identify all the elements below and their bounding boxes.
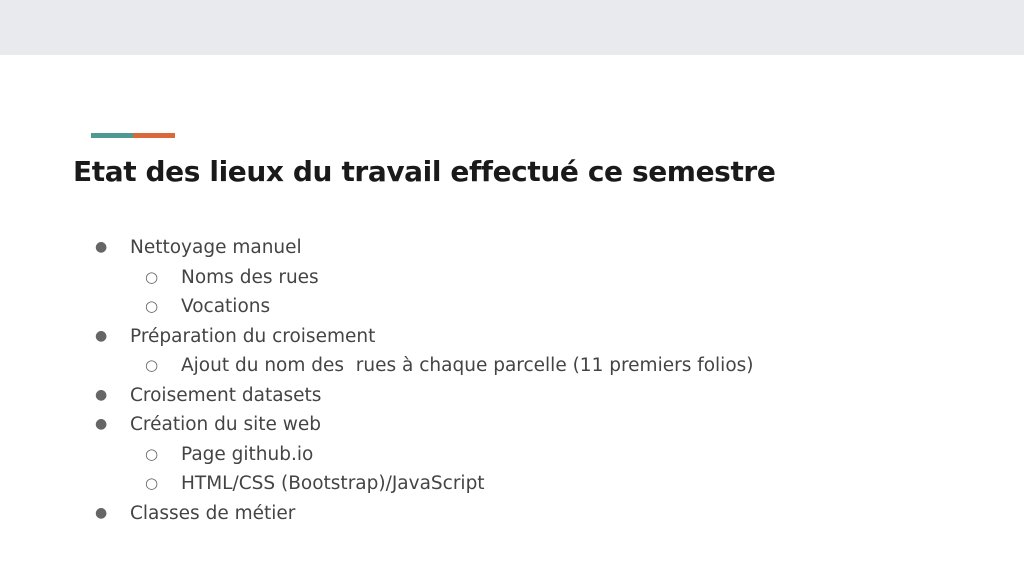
list-item-text: Nettoyage manuel	[130, 237, 302, 258]
list-item	[0, 410, 1024, 440]
list-item-text: Vocations	[181, 296, 271, 317]
hollow-bullet-icon: ○	[145, 297, 159, 315]
list-item	[0, 440, 1024, 470]
filled-bullet-icon: ●	[95, 239, 108, 255]
list-item-text: HTML/CSS (Bootstrap)/JavaScript	[181, 473, 485, 494]
title-accent-bar	[91, 133, 175, 138]
list-item	[0, 499, 1024, 529]
hollow-bullet-icon: ○	[145, 444, 159, 463]
filled-bullet-icon: ●	[95, 416, 108, 432]
list-item-text: Préparation du croisement	[130, 325, 376, 347]
slide	[0, 55, 1024, 578]
bullet-list	[0, 233, 1024, 528]
filled-bullet-icon: ●	[95, 386, 108, 403]
list-item	[0, 351, 1024, 381]
list-item	[0, 233, 1024, 263]
list-item	[0, 469, 1024, 499]
slide-title: Etat des lieux du travail effectué ce semestre	[73, 155, 776, 188]
list-item-text: Noms des rues	[181, 266, 319, 288]
viewer-top-bar	[0, 0, 1024, 55]
filled-bullet-icon: ●	[95, 504, 108, 521]
list-item	[0, 381, 1024, 411]
hollow-bullet-icon: ○	[145, 267, 159, 286]
list-item	[0, 322, 1024, 352]
list-item-text: Page github.io	[181, 443, 314, 465]
hollow-bullet-icon: ○	[145, 356, 159, 374]
accent-segment-orange	[133, 133, 175, 138]
accent-segment-teal	[91, 133, 133, 138]
filled-bullet-icon: ●	[95, 327, 108, 344]
list-item	[0, 292, 1024, 322]
list-item-text: Classes de métier	[130, 502, 296, 524]
list-item-text: Création du site web	[130, 414, 322, 435]
list-item-text: Croisement datasets	[130, 384, 322, 406]
hollow-bullet-icon: ○	[145, 474, 159, 492]
list-item	[0, 263, 1024, 293]
list-item-text: Ajout du nom des rues à chaque parcelle (11 premiers folios)	[181, 355, 754, 376]
